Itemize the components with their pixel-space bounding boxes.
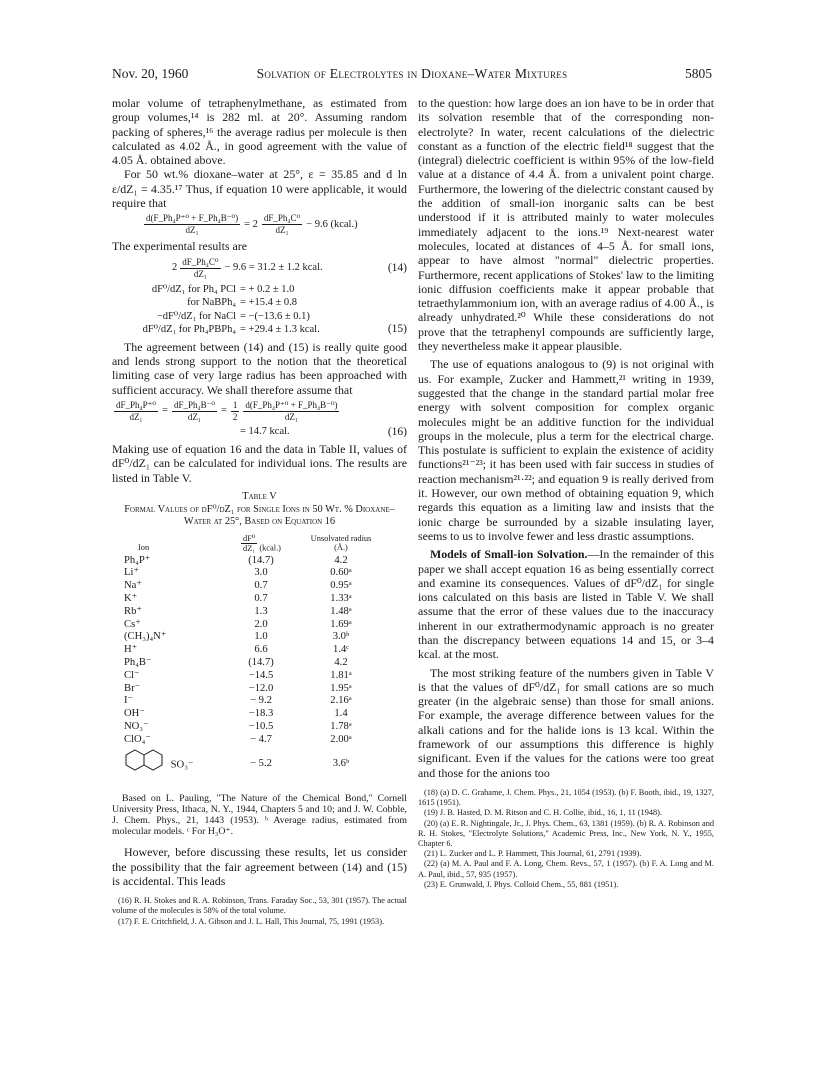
ion-radius: 2.00ᵃ — [330, 733, 352, 745]
paragraph: The agreement between (14) and (15) is really quite good and lends strong support to the notion that the theoretical limiting case of very large radius has been approached with sufficient accuracy. We shall therefore assume that — [112, 339, 407, 397]
left-column — [112, 96, 407, 927]
ion-name: K⁺ — [124, 592, 138, 604]
footnote: (17) F. E. Critchfield, J. A. Gibson and J. L. Hall, This Journal, 75, 1991 (1953). — [118, 916, 385, 926]
table-row: SO₃⁻ − 5.2 3.6ᵇ — [124, 747, 376, 783]
ion-radius: 1.48ᵃ — [330, 605, 352, 617]
ion-name: Br⁻ — [124, 682, 141, 694]
ion-value: 3.0 — [254, 567, 268, 579]
eq-denominator: dZ₁ — [193, 268, 207, 279]
ion-value: −14.5 — [248, 669, 274, 681]
ion-name: Cl⁻ — [124, 669, 140, 681]
paragraph: to the question: how large does an ion have to be in order that its solvation resemble that of the corresponding non-electrolyte? In water, recent calculations of the dielectric constant as a function of the electric field¹⁸ suggest that the (integral) dielectric coefficient is within 95% of the low-field value at a distance of 4.4 Å. from a univalent point charge. Furthermore, the lowering of the dielectric constant caused by the addition of small-ion inorganic salts can be best understood if it is attributed mainly to water molecules immediately adjacent to the ions.¹⁹ Next-nearest water molecules, located at distances of 4–5 Å. for small ions, appear to have almost "normal" dielectric properties. Furthermore, recent applications of Stokes' law to the limiting ionic diffusion coefficients make it appear probable that tetraethylammonium ion, with an average radius of 4.00 Å., is already unhydrated.²⁰ While these considerations do not prove that the tetraphenyl compounds are sufficiently large, they nevertheless make it appear plausible. — [418, 96, 714, 354]
table-description: Formal Values of dF⁰/dZ₁ for Single Ions in 50 Wt. % Dioxane–Water at 25°, Based on Equation 16 — [124, 503, 395, 528]
eq-coefficient: 2 — [172, 262, 178, 274]
ion-value: − 4.7 — [250, 733, 272, 745]
table-row — [124, 695, 376, 708]
equation-number: (16) — [387, 425, 407, 438]
result-line: for NaBPh₄ = +15.4 ± 0.8 — [187, 297, 297, 309]
ion-radius: 4.2 — [334, 656, 348, 668]
eq-denominator: dZ₁ — [185, 225, 199, 236]
paragraph: Making use of equation 16 and the data in Table II, values of dF⁰/dZ₁ can be calculated for individual ions. The results are listed in Table V. — [112, 442, 407, 485]
table-title: Table V — [242, 491, 277, 503]
table-row — [124, 606, 376, 619]
ion-name: ClO₄⁻ — [124, 733, 151, 745]
ion-name: I⁻ — [124, 695, 134, 707]
result-line: dF⁰/dZ₁ for Ph₄ PCl = + 0.2 ± 1.0 — [151, 283, 295, 295]
eq-denominator: dZ₁ — [275, 225, 289, 236]
header-date: Nov. 20, 1960 — [112, 66, 189, 81]
table-row — [124, 555, 376, 568]
ion-radius: 2.16ᵃ — [330, 695, 352, 707]
ion-value: 6.6 — [254, 644, 268, 656]
footnote: (21) L. Zucker and L. P. Hammett, This Journal, 61, 2791 (1939). — [424, 849, 642, 859]
ion-name: Ph₄P⁺ — [124, 554, 151, 566]
ion-value: −18.3 — [248, 708, 274, 720]
ion-name: Cs⁺ — [124, 618, 141, 630]
footnotes — [112, 896, 407, 927]
table-row — [124, 670, 376, 683]
table-row — [124, 619, 376, 632]
ion-radius: 0.60ᵃ — [330, 567, 352, 579]
paragraph: The most striking feature of the numbers given in Table V is that the values of dF⁰/dZ₁ for small cations are so much greater (in the algebraic sense) than those for small anions. For example, the average difference between values for the alkali cations and for the halide ions is 13 kcal. Within the framework of our assumptions this difference is highly significant. Even if the values for the cations were too great and those for the anions too — [418, 665, 714, 780]
eq-operator: = 2 — [244, 218, 258, 230]
footnotes — [418, 788, 714, 890]
table-row — [124, 683, 376, 696]
equation-14 — [112, 257, 407, 280]
paragraph: However, before discussing these results, let us consider the possibility that the fair agreement between (14) and (15) is accidental. This leads — [112, 845, 407, 888]
running-header — [112, 66, 712, 86]
ion-radius: 3.0ᵇ — [332, 631, 350, 643]
ion-name: (CH₃)₄N⁺ — [124, 631, 167, 643]
equation — [112, 213, 407, 236]
ion-name: H⁺ — [124, 644, 138, 656]
footnote: (20) (a) E. R. Nightingale, Jr., J. Phys. Chem., 63, 1381 (1959). (b) R. A. Robinson and R. H. Stokes, "Electrolyte Solutions," Academic Press, Inc., New York, N. Y., 1955, Chapter 6. — [418, 818, 714, 848]
table-caption — [112, 491, 407, 529]
result-line: −dF⁰/dZ₁ for NaCl = −(−13.6 ± 0.1) — [156, 310, 310, 322]
eq-value: = 14.7 kcal. — [240, 425, 290, 437]
ion-value: −10.5 — [248, 720, 274, 732]
biphenyl-structure-icon — [124, 748, 168, 782]
ion-name: Rb⁺ — [124, 605, 142, 617]
footnote: (23) E. Grunwald, J. Phys. Colloid Chem., 55, 881 (1951). — [424, 879, 619, 889]
paragraph: The experimental results are — [112, 239, 248, 254]
table-row — [124, 567, 376, 580]
ion-value: (14.7) — [248, 656, 274, 668]
column-header-value: $\frac{\text{dF⁰}}{\text{dZ₁}}$ (kcal.) — [243, 533, 281, 553]
ion-radius: 1.33ᵃ — [330, 592, 352, 604]
result-line: dF⁰/dZ₁ for Ph₄PBPh₄ = +29.4 ± 1.3 kcal. (15) — [142, 323, 407, 336]
ion-value: (14.7) — [248, 554, 274, 566]
ion-name: NO₃⁻ — [124, 720, 149, 732]
equation-number: (14) — [387, 262, 407, 275]
ion-radius: 1.95ᵃ — [330, 682, 352, 694]
ion-name: Ph₄B⁻ — [124, 656, 152, 668]
ion-radius: 1.4 — [334, 708, 348, 720]
column-header-ion: Ion — [138, 543, 150, 553]
paragraph: Models of Small-ion Solvation.—In the remainder of this paper we shall accept equation 16 as being essentially correct and examine its consequences. Values of dF⁰/dZ₁ for single ions calculated on this basis are listed in Table V. We shall assume that the error of these values due to the inaccuracy inherent in our extrathermodynamic approach is no greater than the discrepancy between equations 14 and 15, or 3–4 kcal. at the most. — [418, 547, 714, 662]
eq-numerator: dF_Ph₄C⁰ — [182, 256, 219, 267]
equation-number: (15) — [387, 323, 407, 336]
column-header-radius: Unsolvated radius (Å.) — [310, 533, 372, 553]
ion-value: −12.0 — [248, 682, 274, 694]
paragraph: For 50 wt.% dioxane–water at 25°, ε = 35.85 and d ln ε/dZ₁ = 4.35.¹⁷ Thus, if equation 10 were applicable, it would require that — [112, 167, 407, 211]
ion-name: Na⁺ — [124, 580, 142, 592]
ion-name: Li⁺ — [124, 567, 140, 579]
header-page-number: 5805 — [685, 66, 712, 81]
ion-value: 2.0 — [254, 618, 268, 630]
table-v — [124, 533, 376, 783]
table-row — [124, 657, 376, 670]
ion-radius: 0.95ᵃ — [330, 580, 352, 592]
ion-radius: 1.69ᵃ — [330, 618, 352, 630]
equation-16: $\frac{\text{dF\_Ph₄P⁺⁰}}{\text{dZ₁}}$ = $\frac{\text{dF\_Ph₄B⁻⁰}}{\text{dZ₁}}$ = $\frac{1}{2}$ $\frac{\text{d(F\_Ph₄P⁺⁰ + F\_Ph₄B⁻⁰)}}{\text{dZ₁}}$ = 14.7 kcal. (16) — [116, 399, 407, 438]
ion-radius: 1.78ᵃ — [330, 720, 352, 732]
ion-value: 0.7 — [254, 592, 268, 604]
footnote: (19) J. B. Hasted, D. M. Ritson and C. H. Collie, ibid., 16, 1, 11 (1948). — [424, 808, 662, 818]
table-row — [124, 721, 376, 734]
footnote: (18) (a) D. C. Grahame, J. Chem. Phys., 21, 1054 (1953). (b) F. Booth, ibid., 19, 1327, 1615 (1951). — [418, 787, 714, 808]
ion-radius: 4.2 — [334, 554, 348, 566]
table-row — [124, 593, 376, 606]
paragraph: The use of equations analogous to (9) is not original with us. For example, Zucker and Hammett,²¹ writing in 1939, suggested that the change in the standard partial molar free energy with solvent composition for complex organic molecules might be an additive function for the individual groups in the molecule, plus a term for the electrical charge. This postulate is sufficient to explain the existence of acidity functions²¹⁻²³; it has been used with fair success in studies of reaction mechanism²¹·²²; and equation 9 is really derived from it. However, our own method of obtaining equation 9, which regards this equation as a limiting law and insists that the ionic charge be surrounded by a sizable insulating layer, seems to us to involve fewer and less drastic assumptions. — [418, 357, 714, 543]
eq-term: − 9.6 (kcal.) — [306, 218, 358, 230]
ion-name: OH⁻ — [124, 708, 145, 720]
right-column — [418, 96, 714, 890]
eq-numerator: dF_Ph₄C⁰ — [263, 213, 301, 224]
footnote: (22) (a) M. A. Paul and F. A. Long, Chem. Revs., 57, 1 (1957). (b) F. A. Long and M. A. Paul, ibid., 57, 935 (1957). — [418, 859, 714, 879]
paragraph: molar volume of tetraphenylmethane, as estimated from group volumes,¹⁴ is 282 ml. at 20°. Assuming random packing of spheres,¹⁶ the average radius per molecule is then calculated as 4.02 Å., in good agreement with the value of 4.05 Å. obtained above. — [112, 96, 407, 168]
ion-value: − 9.2 — [250, 695, 272, 707]
table-row — [124, 734, 376, 747]
table-footnote: Based on L. Pauling, "The Nature of the Chemical Bond," Cornell University Press, Ithaca, N. Y., 1944, Chapters 5 and 10; and J. W. Cobble, J. Chem. Phys., 21, 1443 (1953). ᵇ Average radius, estimated from molecular models. ᶜ For H₃O⁺. — [112, 792, 407, 838]
section-heading: Models of Small-ion Solvation. — [430, 547, 588, 562]
ion-radius: 1.4ᶜ — [333, 644, 349, 656]
header-title: Solvation of Electrolytes in Dioxane–Water Mixtures — [256, 66, 568, 81]
ion-value: 0.7 — [254, 580, 268, 592]
ion-value: 1.3 — [254, 605, 268, 617]
ion-value: 1.0 — [254, 631, 268, 643]
ion-name: SO₃⁻ — [170, 758, 194, 770]
table-row — [124, 708, 376, 721]
table-row — [124, 580, 376, 593]
eq-numerator: d(F_Ph₄P⁺⁰ + F_Ph₄B⁻⁰) — [146, 213, 239, 224]
eq-term: − 9.6 = 31.2 ± 1.2 kcal. — [224, 262, 323, 274]
table-row — [124, 631, 376, 644]
result-lines — [118, 283, 407, 337]
footnote: (16) R. H. Stokes and R. A. Robinson, Trans. Faraday Soc., 53, 301 (1957). The actual volume of the molecules is 58% of the total volume. — [112, 896, 407, 916]
table-row — [124, 644, 376, 657]
ion-radius: 1.81ᵃ — [330, 669, 352, 681]
